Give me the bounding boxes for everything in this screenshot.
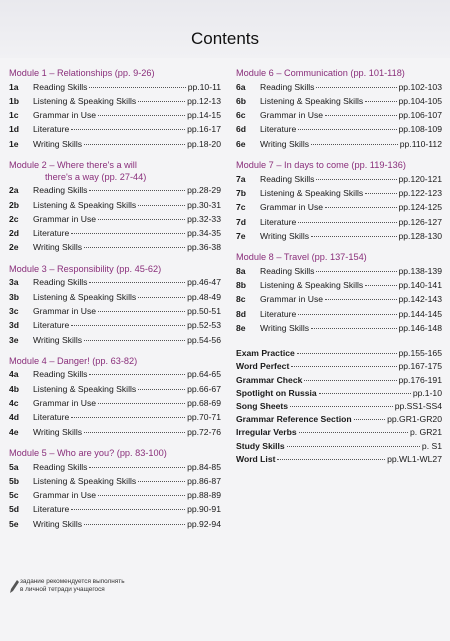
module-title[interactable] <box>236 252 442 264</box>
section-name: Literature <box>260 308 297 319</box>
dot-leader <box>325 115 396 116</box>
lesson-code: 6d <box>236 124 247 135</box>
lesson-code: 8a <box>236 265 246 276</box>
section-name: Listening & Speaking Skills <box>33 199 137 210</box>
dot-leader <box>311 144 398 145</box>
module-title[interactable] <box>9 448 221 460</box>
section-name: Writing Skills <box>260 138 310 149</box>
dot-leader <box>89 374 185 375</box>
section-name: Literature <box>260 124 297 135</box>
section-name: Irregular Verbs <box>236 427 297 438</box>
dot-leader <box>138 389 185 390</box>
dot-leader <box>98 311 185 312</box>
section-name: Literature <box>260 216 297 227</box>
page-range: pp.108-109 <box>398 124 442 135</box>
contents-row[interactable] <box>236 108 442 122</box>
dot-leader <box>98 115 185 116</box>
dot-leader <box>89 87 185 88</box>
section-name: Grammar in Use <box>33 213 97 224</box>
section-name: Grammar in Use <box>260 202 324 213</box>
section-name: Literature <box>33 412 70 423</box>
page-range: pp.146-148 <box>398 322 442 333</box>
dot-leader <box>311 328 396 329</box>
contents-row[interactable] <box>236 387 442 400</box>
dot-leader <box>89 282 185 283</box>
section-name: Grammar in Use <box>260 294 324 305</box>
contents-row[interactable] <box>9 80 221 94</box>
contents-row[interactable] <box>236 413 442 426</box>
page-title: Contents <box>190 29 260 48</box>
section-name: Reading Skills <box>260 81 315 92</box>
contents-row[interactable] <box>9 198 221 212</box>
module-block <box>9 264 221 347</box>
dot-leader <box>98 495 185 496</box>
lesson-code: 1d <box>9 124 20 135</box>
module-title-line-2: there's a way (pp. 27-44) <box>45 171 147 182</box>
page-range: pp.122-123 <box>398 187 442 198</box>
module-title-line-1: Module 7 – In days to come (pp. 119-136) <box>236 160 406 171</box>
contents-row[interactable] <box>236 229 442 243</box>
section-name: Grammar in Use <box>33 398 97 409</box>
dot-leader <box>71 233 185 234</box>
dot-leader <box>138 205 185 206</box>
dot-leader <box>277 459 385 460</box>
dot-leader <box>365 285 396 286</box>
contents-row[interactable] <box>236 215 442 229</box>
dot-leader <box>316 179 396 180</box>
lesson-code: 4e <box>9 426 19 437</box>
contents-row[interactable] <box>9 137 221 151</box>
lesson-code: 8e <box>236 322 246 333</box>
section-name: Word Perfect <box>236 361 290 372</box>
section-name: Writing Skills <box>33 518 83 529</box>
section-name: Reading Skills <box>260 173 315 184</box>
dot-leader <box>325 299 396 300</box>
module-title-line-1: Module 2 – Where there's a will <box>9 160 137 171</box>
page-range: pp.34-35 <box>187 228 221 239</box>
lesson-code: 4a <box>9 369 19 380</box>
page-range: pp.12-13 <box>187 95 221 106</box>
dot-leader <box>71 417 185 418</box>
section-name: Literature <box>33 504 70 515</box>
contents-row[interactable] <box>9 517 221 531</box>
page-range: pp.72-76 <box>187 426 221 437</box>
contents-row[interactable] <box>9 333 221 347</box>
contents-row[interactable] <box>9 304 221 318</box>
contents-row[interactable] <box>9 122 221 136</box>
contents-row[interactable] <box>9 425 221 439</box>
module-title-line-1: Module 6 – Communication (pp. 101-118) <box>236 68 405 78</box>
lesson-code: 6e <box>236 138 246 149</box>
section-name: Listening & Speaking Skills <box>33 383 137 394</box>
page-range: pp.46-47 <box>187 277 221 288</box>
page-range: pp.155-165 <box>398 348 442 359</box>
lesson-code: 7a <box>236 173 246 184</box>
page-range: pp.86-87 <box>187 475 221 486</box>
page-range: pp.140-141 <box>398 280 442 291</box>
module-title-line-1: Module 5 – Who are you? (pp. 83-100) <box>9 447 167 458</box>
section-name: Writing Skills <box>33 242 83 253</box>
page-range: pp.102-103 <box>398 81 442 92</box>
lesson-code: 3d <box>9 320 20 331</box>
contents-row[interactable] <box>236 360 442 373</box>
section-name: Listening & Speaking Skills <box>33 95 137 106</box>
module-title-line-1: Module 8 – Travel (pp. 137-154) <box>236 252 367 263</box>
section-name: Study Skills <box>236 440 285 451</box>
contents-row[interactable] <box>236 374 442 387</box>
page-range: pp.66-67 <box>187 383 221 394</box>
page-range: pp.120-121 <box>398 173 442 184</box>
contents-row[interactable] <box>9 502 221 516</box>
contents-row[interactable] <box>9 212 221 226</box>
lesson-code: 8d <box>236 308 247 319</box>
dot-leader <box>354 419 385 420</box>
contents-row[interactable] <box>9 226 221 240</box>
page-range: pp.90-91 <box>187 504 221 515</box>
dot-leader <box>84 432 185 433</box>
page-range: pp.30-31 <box>187 199 221 210</box>
dot-leader <box>298 222 396 223</box>
contents-row[interactable] <box>9 290 221 304</box>
module-block <box>9 448 221 531</box>
dot-leader <box>299 432 408 433</box>
dot-leader <box>84 144 185 145</box>
dot-leader <box>304 380 396 381</box>
contents-row[interactable] <box>9 460 221 474</box>
lesson-code: 1b <box>9 95 20 106</box>
lesson-code: 7e <box>236 230 246 241</box>
section-name: Listening & Speaking Skills <box>33 291 137 302</box>
dot-leader <box>325 207 396 208</box>
dot-leader <box>138 481 185 482</box>
module-title[interactable] <box>9 264 221 276</box>
dot-leader <box>316 271 396 272</box>
lesson-code: 4b <box>9 383 20 394</box>
page-range: pp.50-51 <box>187 305 221 316</box>
lesson-code: 3a <box>9 277 19 288</box>
lesson-code: 7d <box>236 216 247 227</box>
section-name: Writing Skills <box>33 426 83 437</box>
lesson-code: 3c <box>9 305 19 316</box>
contents-row[interactable] <box>236 400 442 413</box>
dot-leader <box>319 393 411 394</box>
contents-row[interactable] <box>9 275 221 289</box>
contents-row[interactable] <box>9 367 221 381</box>
lesson-code: 7b <box>236 187 247 198</box>
dot-leader <box>84 340 185 341</box>
lesson-code: 8c <box>236 294 246 305</box>
section-name: Grammar in Use <box>33 490 97 501</box>
contents-row[interactable] <box>9 183 221 197</box>
contents-row[interactable] <box>9 382 221 396</box>
lesson-code: 2d <box>9 228 20 239</box>
section-name: Literature <box>33 320 70 331</box>
right-column <box>236 68 442 466</box>
module-title[interactable] <box>9 160 221 183</box>
page-range: pp.128-130 <box>398 230 442 241</box>
dot-leader <box>316 87 396 88</box>
page-range: pp.106-107 <box>398 110 442 121</box>
page-range: pp.64-65 <box>187 369 221 380</box>
contents-row[interactable] <box>9 108 221 122</box>
page-range: p. GR21 <box>409 427 442 438</box>
section-name: Grammar Check <box>236 374 303 385</box>
lesson-code: 5a <box>9 461 19 472</box>
dot-leader <box>287 446 420 447</box>
contents-row[interactable] <box>236 137 442 151</box>
section-name: Listening & Speaking Skills <box>33 475 137 486</box>
footer-note <box>10 578 125 594</box>
section-name: Writing Skills <box>33 334 83 345</box>
dot-leader <box>71 509 185 510</box>
module-title-line-1: Module 1 – Relationships (pp. 9-26) <box>9 68 155 78</box>
contents-row[interactable] <box>236 200 442 214</box>
page-range: pp.32-33 <box>187 213 221 224</box>
page-range: pp.126-127 <box>398 216 442 227</box>
page-range: pp.GR1-GR20 <box>387 414 442 425</box>
contents-row[interactable] <box>236 278 442 292</box>
page-range: pp.167-175 <box>398 361 442 372</box>
extras-list <box>236 347 442 466</box>
dot-leader <box>71 325 185 326</box>
contents-row[interactable] <box>236 347 442 360</box>
contents-row[interactable] <box>236 440 442 453</box>
page-range: pp.28-29 <box>187 185 221 196</box>
page-range: pp.110-112 <box>399 138 442 149</box>
page-range: pp.144-145 <box>398 308 442 319</box>
contents-row[interactable] <box>236 321 442 335</box>
dot-leader <box>311 236 396 237</box>
dot-leader <box>365 193 396 194</box>
section-name: Literature <box>33 124 70 135</box>
module-title[interactable] <box>236 68 442 80</box>
section-name: Literature <box>33 228 70 239</box>
dot-leader <box>365 101 396 102</box>
lesson-code: 2a <box>9 185 19 196</box>
contents-row[interactable] <box>236 94 442 108</box>
page-range: pp.SS1-SS4 <box>394 401 442 412</box>
section-name: Listening & Speaking Skills <box>260 95 364 106</box>
dot-leader <box>71 129 185 130</box>
lesson-code: 5c <box>9 490 19 501</box>
pencil-icon <box>10 580 19 597</box>
page-range: pp.48-49 <box>187 291 221 302</box>
page-range: pp.36-38 <box>187 242 221 253</box>
dot-leader <box>98 403 185 404</box>
contents-row[interactable] <box>236 186 442 200</box>
page-range: pp.18-20 <box>187 138 221 149</box>
page-range: pp.92-94 <box>187 518 221 529</box>
page-range: pp.138-139 <box>398 265 442 276</box>
contents-row[interactable] <box>236 122 442 136</box>
page-range: pp.10-11 <box>187 81 221 92</box>
section-name: Listening & Speaking Skills <box>260 280 364 291</box>
lesson-code: 3e <box>9 334 19 345</box>
section-name: Writing Skills <box>260 230 310 241</box>
page-range: pp.176-191 <box>398 374 442 385</box>
page-range: pp.1-10 <box>412 387 442 398</box>
contents-row[interactable] <box>9 318 221 332</box>
lesson-code: 7c <box>236 202 246 213</box>
dot-leader <box>89 190 185 191</box>
section-name: Reading Skills <box>260 265 315 276</box>
dot-leader <box>298 314 396 315</box>
dot-leader <box>297 353 397 354</box>
dot-leader <box>98 219 185 220</box>
page-range: pp.84-85 <box>187 461 221 472</box>
page-range: pp.54-56 <box>187 334 221 345</box>
contents-row[interactable] <box>236 292 442 306</box>
lesson-code: 2c <box>9 213 19 224</box>
lesson-code: 5e <box>9 518 19 529</box>
page-range: pp.104-105 <box>398 95 442 106</box>
lesson-code: 5b <box>9 475 20 486</box>
lesson-code: 2b <box>9 199 20 210</box>
page-range: pp.52-53 <box>187 320 221 331</box>
dot-leader <box>291 366 396 367</box>
page-range: pp.70-71 <box>187 412 221 423</box>
section-name: Writing Skills <box>260 322 310 333</box>
dot-leader <box>298 129 396 130</box>
page-range: pp.68-69 <box>187 398 221 409</box>
lesson-code: 6a <box>236 81 246 92</box>
page-range: pp.124-125 <box>398 202 442 213</box>
contents-row[interactable] <box>236 453 442 466</box>
contents-row[interactable] <box>9 488 221 502</box>
contents-row[interactable] <box>236 172 442 186</box>
dot-leader <box>290 406 393 407</box>
module-title-line-1: Module 4 – Danger! (pp. 63-82) <box>9 355 138 366</box>
page-range: pp.88-89 <box>187 490 221 501</box>
section-name: Grammar in Use <box>260 110 324 121</box>
module-title[interactable] <box>9 356 221 368</box>
dot-leader <box>89 467 185 468</box>
section-name: Listening & Speaking Skills <box>260 187 364 198</box>
contents-row[interactable] <box>9 474 221 488</box>
left-column <box>9 68 221 540</box>
contents-row[interactable] <box>236 307 442 321</box>
footer-line-1: задание рекомендуется выполнять <box>20 578 125 585</box>
contents-row[interactable] <box>236 80 442 94</box>
contents-row[interactable] <box>236 426 442 439</box>
module-block <box>236 68 442 151</box>
dot-leader <box>84 247 185 248</box>
page-range: pp.WL1-WL27 <box>387 453 442 464</box>
page-range: pp.14-15 <box>187 110 221 121</box>
section-name: Spotlight on Russia <box>236 387 317 398</box>
lesson-code: 2e <box>9 242 19 253</box>
page-range: pp.16-17 <box>187 124 221 135</box>
module-block <box>236 160 442 243</box>
contents-row[interactable] <box>236 264 442 278</box>
section-name: Reading Skills <box>33 461 88 472</box>
contents-row[interactable] <box>9 94 221 108</box>
section-name: Grammar in Use <box>33 110 97 121</box>
section-name: Song Sheets <box>236 401 289 412</box>
lesson-code: 6b <box>236 95 247 106</box>
section-name: Word List <box>236 453 276 464</box>
section-name: Reading Skills <box>33 81 88 92</box>
lesson-code: 5d <box>9 504 20 515</box>
lesson-code: 1e <box>9 138 19 149</box>
lesson-code: 4d <box>9 412 20 423</box>
lesson-code: 3b <box>9 291 20 302</box>
module-block <box>9 68 221 151</box>
lesson-code: 8b <box>236 280 247 291</box>
module-title-line-1: Module 3 – Responsibility (pp. 45-62) <box>9 263 162 274</box>
lesson-code: 1a <box>9 81 19 92</box>
dot-leader <box>84 524 185 525</box>
section-name: Grammar in Use <box>33 305 97 316</box>
contents-row[interactable] <box>9 396 221 410</box>
dot-leader <box>138 297 185 298</box>
module-block <box>9 160 221 255</box>
contents-row[interactable] <box>9 410 221 424</box>
page-range: pp.142-143 <box>398 294 442 305</box>
section-name: Exam Practice <box>236 348 295 359</box>
section-name: Reading Skills <box>33 277 88 288</box>
module-title[interactable] <box>9 68 221 80</box>
dot-leader <box>138 101 185 102</box>
section-name: Reading Skills <box>33 185 88 196</box>
section-name: Writing Skills <box>33 138 83 149</box>
module-block <box>9 356 221 439</box>
lesson-code: 1c <box>9 110 19 121</box>
lesson-code: 4c <box>9 398 19 409</box>
page-range: p. S1 <box>421 440 442 451</box>
footer-line-2: в личной тетради учащегося <box>20 586 105 593</box>
module-block <box>236 252 442 335</box>
lesson-code: 6c <box>236 110 246 121</box>
section-name: Reading Skills <box>33 369 88 380</box>
contents-row[interactable] <box>9 240 221 254</box>
module-title[interactable] <box>236 160 442 172</box>
section-name: Grammar Reference Section <box>236 414 352 425</box>
